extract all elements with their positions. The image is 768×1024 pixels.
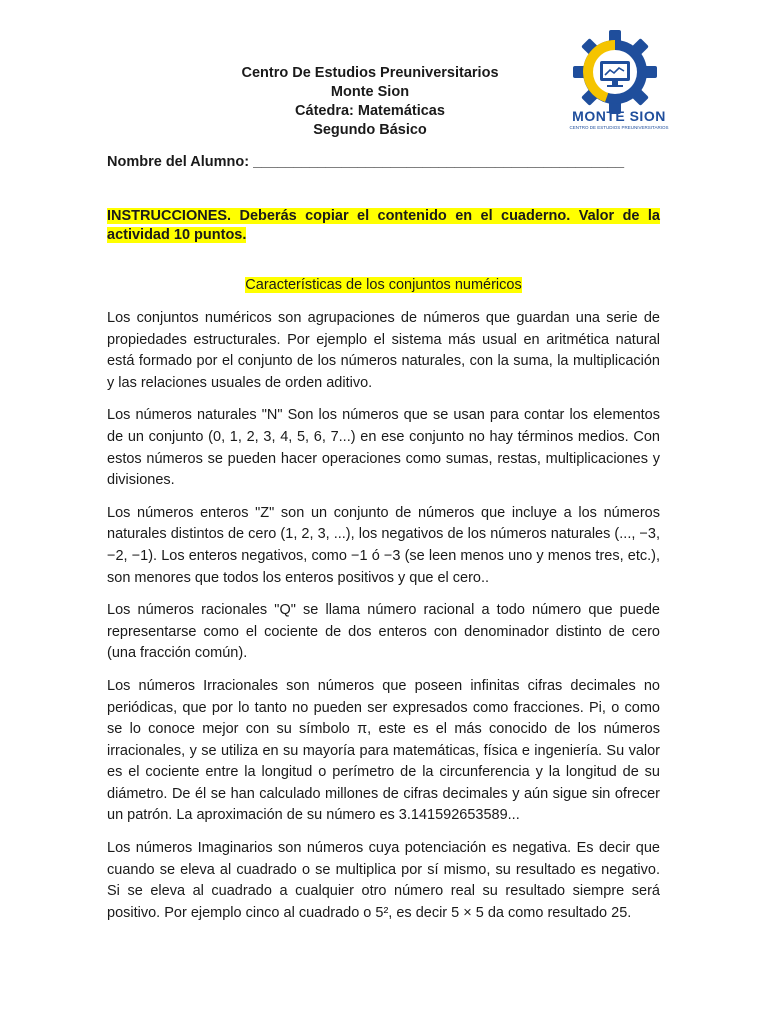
monte-sion-logo bbox=[557, 28, 681, 138]
paragraph-intro: Los conjuntos numéricos son agrupaciones de números que guardan una serie de propiedades estructurales. Por ejemplo el sistema más usual en aritmética natural está formado por el conjunto de los números naturales, con la suma, la multiplicación y las relaciones usuales de orden aditivo. bbox=[107, 310, 660, 391]
paragraph-racionales: Los números racionales "Q" se llama número racional a todo número que puede representarse como el cociente de dos enteros con denominador distinto de cero (una fracción común). bbox=[107, 602, 660, 662]
document-body bbox=[107, 308, 660, 935]
student-name-label: Nombre del Alumno: bbox=[107, 154, 254, 170]
student-name-blank: ______________________________________________ bbox=[253, 154, 625, 170]
paragraph-naturales: Los números naturales "N" Son los números que se usan para contar los elementos de un conjunto (0, 1, 2, 3, 4, 5, 6, 7...) en ese conjunto no hay términos medios. Con estos números se pueden hacer operaciones como sumas, restas, multiplicaciones y divisiones. bbox=[107, 407, 660, 489]
subject: Cátedra: Matemáticas bbox=[295, 103, 445, 119]
logo-name: MONTE SION bbox=[572, 108, 666, 124]
paragraph-enteros: Los números enteros "Z" son un conjunto de números que incluye a los números naturales distintos de cero (1, 2, 3, ...), los negativos de los números naturales (..., −3, −2, −1). Los enteros negativos, como −1 ó −3 (se leen menos uno y menos tres, etc.), son menores que todos los enteros positivos y que el cero.. bbox=[107, 504, 660, 586]
grade: Segundo Básico bbox=[313, 122, 427, 138]
document-header bbox=[180, 64, 560, 140]
instructions-text: INSTRUCCIONES. Deberás copiar el contenido en el cuaderno. Valor de la actividad 10 puntos. bbox=[107, 208, 660, 243]
institution-name: Centro De Estudios Preuniversitarios bbox=[241, 65, 499, 81]
logo-subtitle: CENTRO DE ESTUDIOS PREUNIVERSITARIOS bbox=[569, 125, 669, 130]
instructions-block bbox=[107, 207, 660, 245]
section-title-wrapper bbox=[107, 276, 660, 295]
paragraph-imaginarios: Los números Imaginarios son números cuya potenciación es negativa. Es decir que cuando se eleva al cuadrado o se multiplica por sí mismo, su resultado es negativo. Si se eleva al cuadrado a cualquier otro número real su resultado siempre será positivo. Por ejemplo cinco al cuadrado o 5², es decir 5 × 5 da como resultado 25. bbox=[107, 840, 660, 921]
paragraph-irracionales: Los números Irracionales son números que poseen infinitas cifras decimales no periódicas, que por lo tanto no pueden ser expresados como fracciones. Pi, o como se lo conoce mejor con su símbolo π, este es el más conocido de los números irracionales, y se utiliza en su mayoría para matemáticas, física e ingeniería. Su valor es el cociente entre la longitud o perímetro de la circunferencia y la longitud de su diámetro. De él se han calculado millones de cifras decimales y aún sigue sin ofrecer un patrón. La aproximación de su número es 3.141592653589... bbox=[107, 677, 660, 824]
student-name-line bbox=[107, 154, 624, 170]
institution-subname: Monte Sion bbox=[330, 84, 410, 100]
section-title: Características de los conjuntos numéricos bbox=[245, 277, 522, 293]
